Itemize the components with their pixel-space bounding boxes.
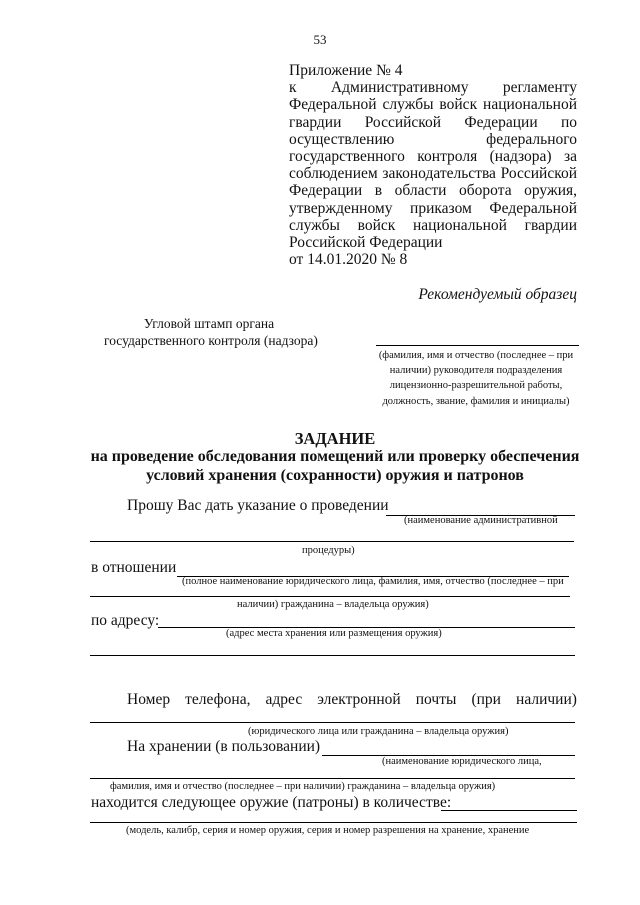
phone-word: адрес — [265, 691, 303, 708]
address-field-line-2[interactable] — [90, 655, 575, 656]
signature-line[interactable] — [376, 345, 579, 346]
weapons-count-line[interactable] — [441, 810, 577, 811]
request-field-line-2[interactable] — [90, 541, 574, 542]
relation-label: в отношении — [91, 559, 177, 576]
phone-caption: (юридического лица или гражданина – владельца оружия) — [248, 726, 509, 737]
signature-caption: (фамилия, имя и отчество (последнее – при наличии) руководителя подразделения лицензионно-разрешительной работы, должность, звание, фамилия и инициалы) — [378, 350, 574, 407]
appendix-line: соблюдением законодательства Российской — [289, 165, 577, 183]
appendix-line: к Административному регламенту — [289, 79, 577, 97]
stamp-line: государственного контроля (надзора) — [104, 333, 318, 348]
recommended-sample-label: Рекомендуемый образец — [418, 286, 577, 303]
appendix-line: государственного контроля (надзора) за — [289, 148, 577, 166]
appendix-line: Федерации в области оборота оружия, — [289, 182, 577, 200]
appendix-line: Российской Федерации — [289, 234, 443, 252]
storage-caption: (наименование юридического лица, — [382, 756, 542, 767]
appendix-block — [289, 62, 577, 268]
request-caption-2: процедуры) — [302, 545, 355, 556]
phone-word: наличии) — [516, 691, 577, 708]
phone-field-line[interactable] — [90, 722, 575, 723]
document-subtitle-line: на проведение обследования помещений или проверку обеспечения — [90, 448, 580, 465]
appendix-line: службы войск национальной гвардии — [289, 216, 577, 234]
address-caption: (адрес места хранения или размещения оружия) — [226, 628, 442, 639]
appendix-line: гвардии Российской Федерации по — [289, 113, 577, 131]
stamp-line: Угловой штамп органа — [143, 316, 275, 331]
phone-word: (при — [471, 691, 501, 708]
request-label: Прошу Вас дать указание о проведении — [127, 497, 389, 514]
phone-word: электронной — [317, 691, 401, 708]
weapons-label: находится следующее оружие (патроны) в количестве: — [91, 794, 452, 811]
appendix-line: утвержденному приказом Федеральной — [289, 199, 577, 217]
weapons-caption: (модель, калибр, серия и номер оружия, серия и номер разрешения на хранение, хранение — [126, 825, 530, 836]
phone-word: Номер — [127, 691, 171, 708]
storage-field-line-2[interactable] — [90, 778, 575, 779]
phone-word: телефона, — [185, 691, 251, 708]
weapons-field-line[interactable] — [90, 822, 577, 823]
appendix-line: осуществлению федерального — [289, 130, 577, 148]
storage-label: На хранении (в пользовании) — [127, 738, 321, 755]
relation-caption-2: наличии) гражданина – владельца оружия) — [237, 599, 429, 610]
appendix-line: от 14.01.2020 № 8 — [289, 251, 408, 269]
appendix-line: Приложение № 4 — [289, 62, 403, 79]
phone-word: почты — [415, 691, 457, 708]
phone-label-row — [127, 691, 577, 709]
address-label: по адресу: — [91, 612, 160, 629]
corner-stamp — [104, 315, 318, 349]
storage-caption-2: фамилия, имя и отчество (последнее – при наличии) гражданина – владельца оружия) — [110, 781, 496, 792]
document-title: ЗАДАНИЕ — [294, 429, 376, 448]
relation-field-line-2[interactable] — [90, 596, 570, 597]
request-caption: (наименование административной — [404, 515, 558, 526]
page-number: 53 — [313, 32, 327, 47]
document-subtitle-line: условий хранения (сохранности) оружия и патронов — [146, 467, 524, 484]
relation-caption: (полное наименование юридического лица, фамилия, имя, отчество (последнее – при — [182, 576, 564, 587]
appendix-line: Федеральной службы войск национальной — [289, 96, 577, 114]
